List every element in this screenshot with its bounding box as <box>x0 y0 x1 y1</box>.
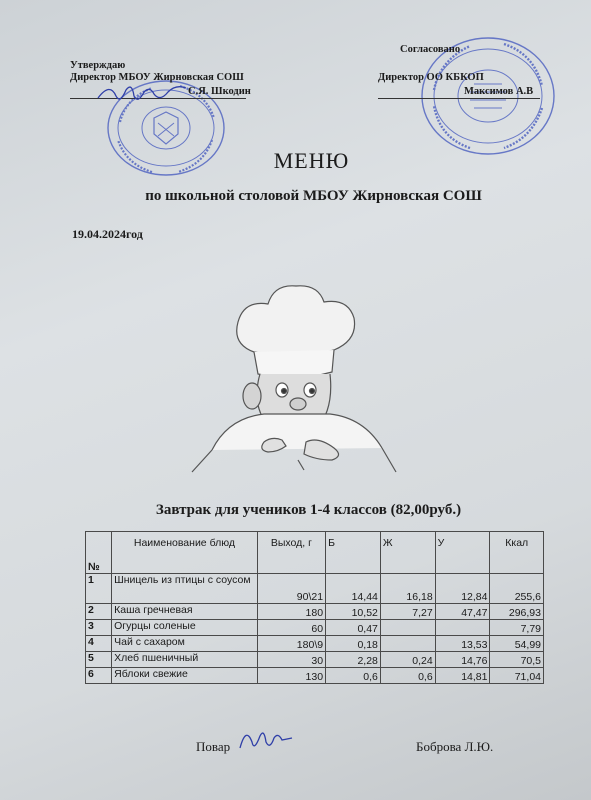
agree-label: Согласовано <box>400 44 461 55</box>
dish-carbs <box>435 620 490 636</box>
dish-carbs: 47,47 <box>435 604 490 620</box>
dish-fat <box>380 636 435 652</box>
dish-protein: 0,18 <box>326 636 381 652</box>
dish-fat <box>380 620 435 636</box>
dish-name: Чай с сахаром <box>112 636 258 652</box>
table-row <box>86 652 544 668</box>
cook-name: Боброва Л.Ю. <box>416 739 494 754</box>
approve-name: С.Я. Шкодин <box>188 86 251 97</box>
page-title: МЕНЮ <box>273 148 350 173</box>
table-row <box>86 574 544 604</box>
dish-output: 30 <box>257 652 325 668</box>
column-header-fat: Ж <box>380 532 435 574</box>
dish-carbs: 14,76 <box>435 652 490 668</box>
dish-kcal: 70,5 <box>490 652 544 668</box>
page-subtitle: по школьной столовой МБОУ Жирновская СОШ <box>145 188 482 204</box>
table-row <box>86 636 544 652</box>
dish-protein: 0,47 <box>326 620 381 636</box>
dish-protein: 2,28 <box>326 652 381 668</box>
menu-table-caption: Завтрак для учеников 1-4 классов (82,00руб.) <box>155 502 462 518</box>
dish-kcal: 296,93 <box>490 604 544 620</box>
dish-output: 60 <box>257 620 325 636</box>
dish-fat: 0,24 <box>380 652 435 668</box>
director-signature <box>96 80 188 106</box>
approve-position: Директор МБОУ Жирновская СОШ <box>70 72 244 83</box>
cook-signature <box>236 722 296 756</box>
column-header-kcal: Ккал <box>490 532 544 574</box>
column-header-dish: Наименование блюд <box>112 532 258 574</box>
dish-fat: 7,27 <box>380 604 435 620</box>
dish-output: 90\21 <box>257 574 325 604</box>
dish-protein: 0,6 <box>326 668 381 684</box>
column-header-carbs: У <box>435 532 490 574</box>
dish-name: Каша гречневая <box>112 604 258 620</box>
approve-label: Утверждаю <box>70 60 126 71</box>
cook-label: Повар <box>196 739 231 754</box>
column-header-number: № <box>86 532 112 574</box>
dish-carbs: 13,53 <box>435 636 490 652</box>
dish-carbs: 14,81 <box>435 668 490 684</box>
dish-name: Хлеб пшеничный <box>112 652 258 668</box>
agree-name: Максимов А.В <box>464 86 534 97</box>
dish-name: Яблоки свежие <box>112 668 258 684</box>
row-number: 4 <box>86 636 112 652</box>
dish-name: Огурцы соленые <box>112 620 258 636</box>
row-number: 6 <box>86 668 112 684</box>
menu-table-header <box>86 532 544 574</box>
dish-name: Шницель из птицы с соусом <box>112 574 258 604</box>
agree-signature-line <box>378 98 540 99</box>
dish-protein: 10,52 <box>326 604 381 620</box>
dish-kcal: 255,6 <box>490 574 544 604</box>
column-header-protein: Б <box>326 532 381 574</box>
column-header-output: Выход, г <box>257 532 325 574</box>
row-number: 2 <box>86 604 112 620</box>
dish-fat: 0,6 <box>380 668 435 684</box>
dish-output: 130 <box>257 668 325 684</box>
dish-kcal: 71,04 <box>490 668 544 684</box>
table-row <box>86 668 544 684</box>
table-row <box>86 604 544 620</box>
row-number: 1 <box>86 574 112 604</box>
agree-position: Директор ОО КБКОП <box>378 72 484 83</box>
dish-fat: 16,18 <box>380 574 435 604</box>
dish-kcal: 54,99 <box>490 636 544 652</box>
row-number: 3 <box>86 620 112 636</box>
chef-illustration <box>188 278 400 478</box>
dish-carbs: 12,84 <box>435 574 490 604</box>
dish-protein: 14,44 <box>326 574 381 604</box>
dish-output: 180 <box>257 604 325 620</box>
menu-table <box>85 531 544 684</box>
menu-date: 19.04.2024год <box>72 227 143 241</box>
dish-output: 180\9 <box>257 636 325 652</box>
dish-kcal: 7,79 <box>490 620 544 636</box>
table-row <box>86 620 544 636</box>
row-number: 5 <box>86 652 112 668</box>
